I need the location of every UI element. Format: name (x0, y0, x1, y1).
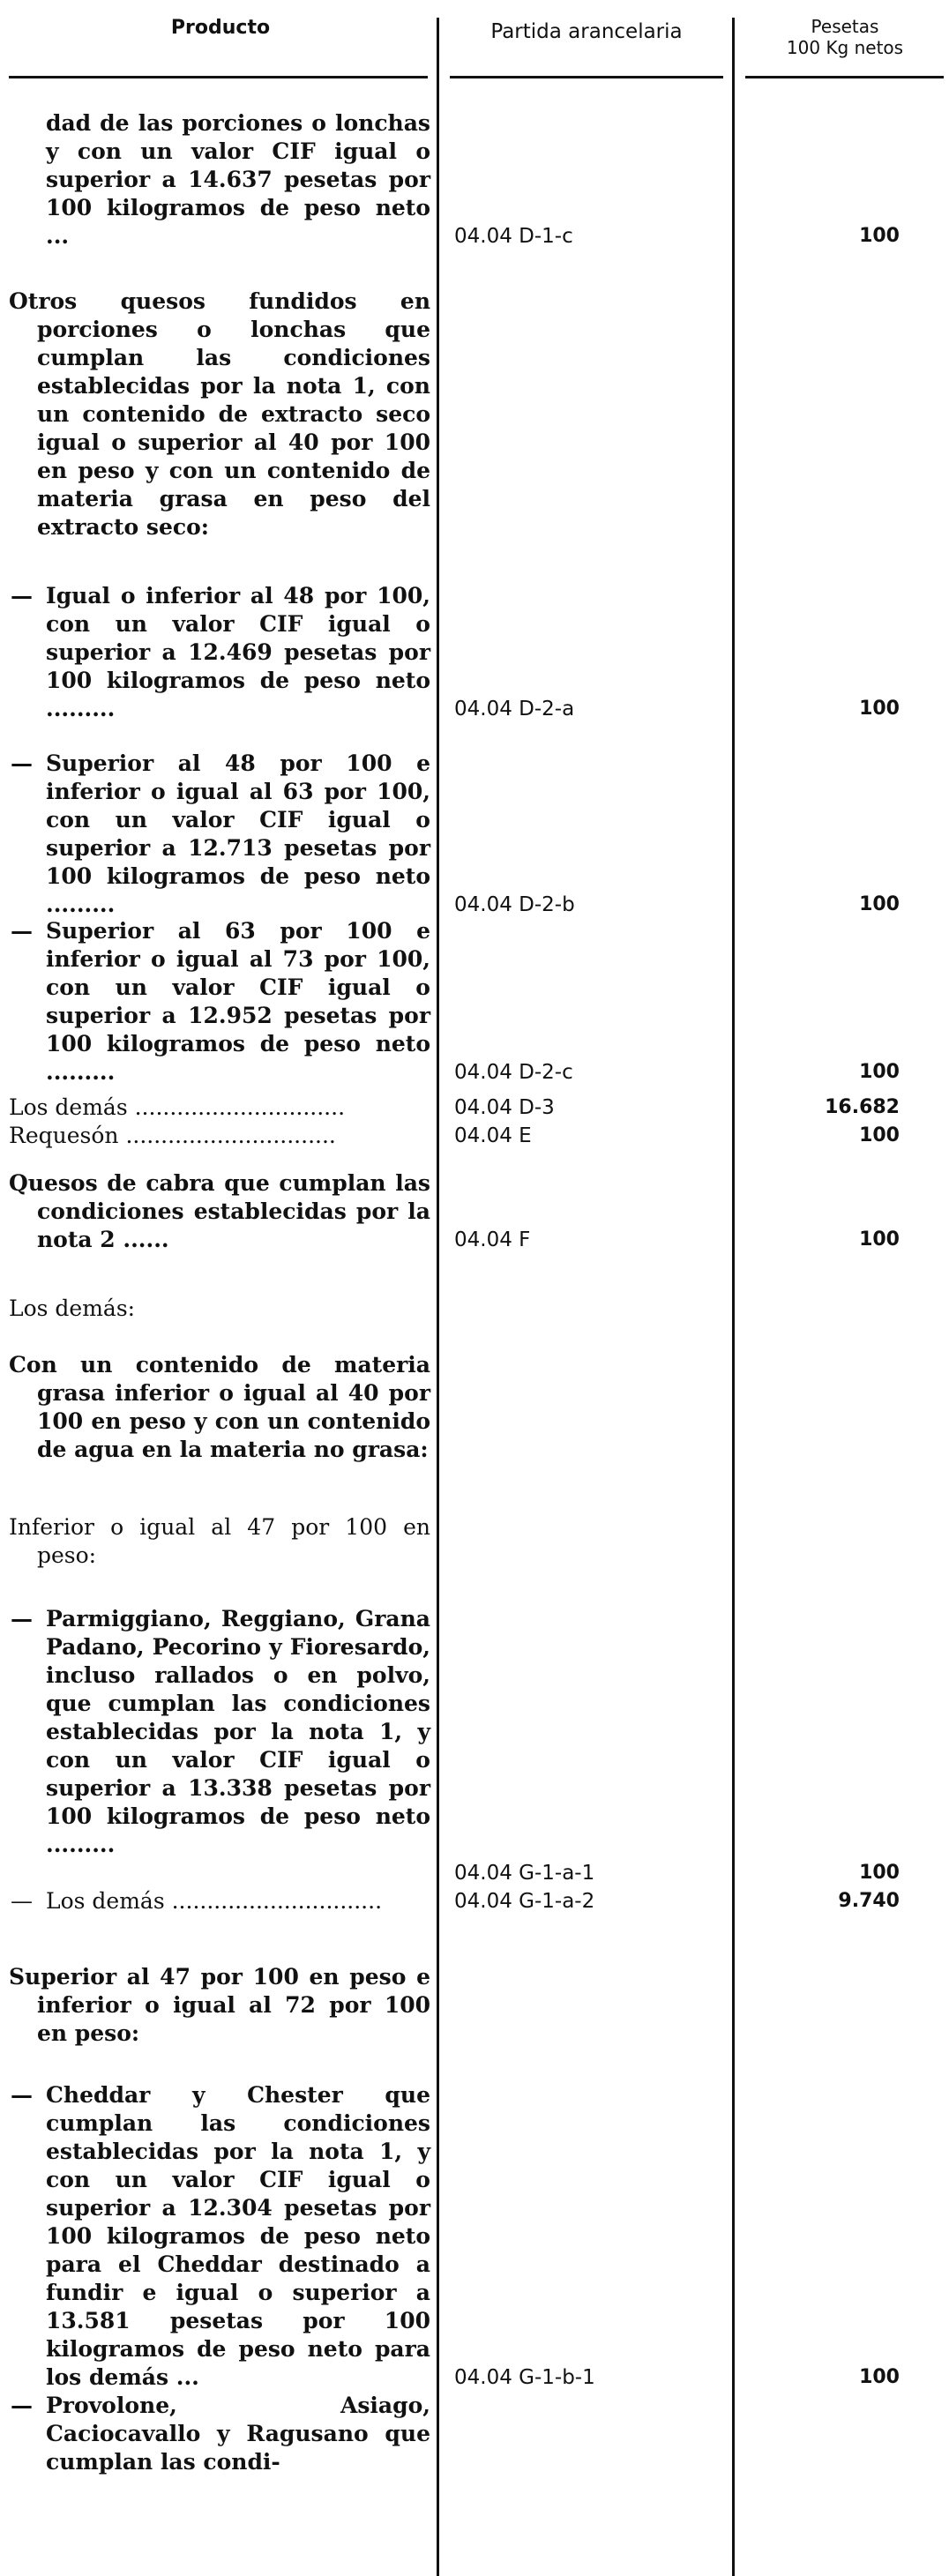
tariff-code: 04.04 E (454, 1124, 532, 1147)
tariff-code: 04.04 D-2-c (454, 1061, 573, 1084)
product-text: — Superior al 48 por 100 e inferior o igual al 63 por 100, con un valor CIF igual o superior a 12.713 pesetas por 100 kilogramos de peso neto ......... (46, 750, 430, 919)
price-value: 100 (859, 2366, 900, 2388)
tariff-code: 04.04 D-2-a (454, 698, 575, 721)
product-text: — Igual o inferior al 48 por 100, con un valor CIF igual o superior a 12.469 pesetas por 100 kilogramos de peso neto ......... (46, 582, 430, 723)
product-text: — Los demás .............................. (46, 1887, 430, 1915)
price-value: 16.682 (825, 1096, 900, 1118)
product-text: Otros quesos fundidos en porciones o lonchas que cumplan las condiciones establecidas por la nota 1, con un contenido de extracto seco igual o superior al 40 por 100 en peso y con un contenido de materia grasa en peso del extracto seco: (9, 288, 430, 540)
product-text: Superior al 47 por 100 en peso e inferior o igual al 72 por 100 en peso: (9, 1964, 430, 2046)
header-rule (9, 76, 428, 78)
price-value: 100 (859, 225, 900, 247)
tariff-code: 04.04 G-1-a-1 (454, 1862, 595, 1885)
column-header-producto: Producto (170, 17, 271, 39)
product-text: — Cheddar y Chester que cumplan las condiciones establecidas por la nota 1, y con un valor CIF igual o superior a 12.304 pesetas por 100 kilogramos de peso neto para el Cheddar destinado a fundir e igual o superior a 13.581 pesetas por 100 kilogramos de peso neto para los demás ... (46, 2081, 430, 2392)
price-value: 100 (859, 1228, 900, 1251)
price-value: 100 (859, 698, 900, 720)
product-text: — Provolone, Asiago, Caciocavallo y Ragusano que cumplan las condi- (46, 2392, 430, 2476)
price-value: 100 (859, 1061, 900, 1083)
pesetas-label: Pesetas (811, 16, 879, 37)
tariff-code: 04.04 D-1-c (454, 225, 573, 248)
product-text: — Superior al 63 por 100 e inferior o igual al 73 por 100, con un valor CIF igual o superior a 12.952 pesetas por 100 kilogramos de peso neto ......... (46, 917, 430, 1086)
price-value: 100 (859, 1124, 900, 1146)
column-header-partida: Partida arancelaria (490, 20, 683, 43)
header-rule (450, 76, 723, 78)
tariff-code: 04.04 D-2-b (454, 893, 575, 916)
product-text: Requesón .............................. (9, 1123, 336, 1148)
pesetas-unit-label: 100 Kg netos (786, 37, 904, 58)
column-divider (437, 18, 439, 2576)
tariff-code: 04.04 D-3 (454, 1096, 555, 1119)
price-value: 100 (859, 893, 900, 915)
product-text: Quesos de cabra que cumplan las condiciones establecidas por la nota 2 ...... (9, 1170, 430, 1252)
header-rule (745, 76, 944, 78)
price-value: 100 (859, 1862, 900, 1884)
tariff-code: 04.04 F (454, 1228, 531, 1251)
product-text: Los demás .............................. (9, 1094, 346, 1120)
product-text: Con un contenido de materia grasa inferior o igual al 40 por 100 en peso y con un contenido de agua en la materia no grasa: (9, 1352, 430, 1462)
column-divider (732, 18, 735, 2576)
price-value: 9.740 (838, 1890, 900, 1912)
tariff-code: 04.04 G-1-b-1 (454, 2366, 595, 2389)
tariff-code: 04.04 G-1-a-2 (454, 1890, 595, 1913)
product-text: Inferior o igual al 47 por 100 en peso: (9, 1514, 430, 1568)
product-text: Los demás: (9, 1295, 136, 1321)
product-text: dad de las porciones o lonchas y con un valor CIF igual o superior a 14.637 pesetas por 100 kilogramos de peso neto ... (46, 110, 430, 249)
product-text: — Parmiggiano, Reggiano, Grana Padano, Pecorino y Fioresardo, incluso rallados o en polvo, que cumplan las condiciones establecidas por la nota 1, y con un valor CIF igual o superior a 13.338 pesetas por 100 kilogramos de peso neto ......... (46, 1605, 430, 1859)
